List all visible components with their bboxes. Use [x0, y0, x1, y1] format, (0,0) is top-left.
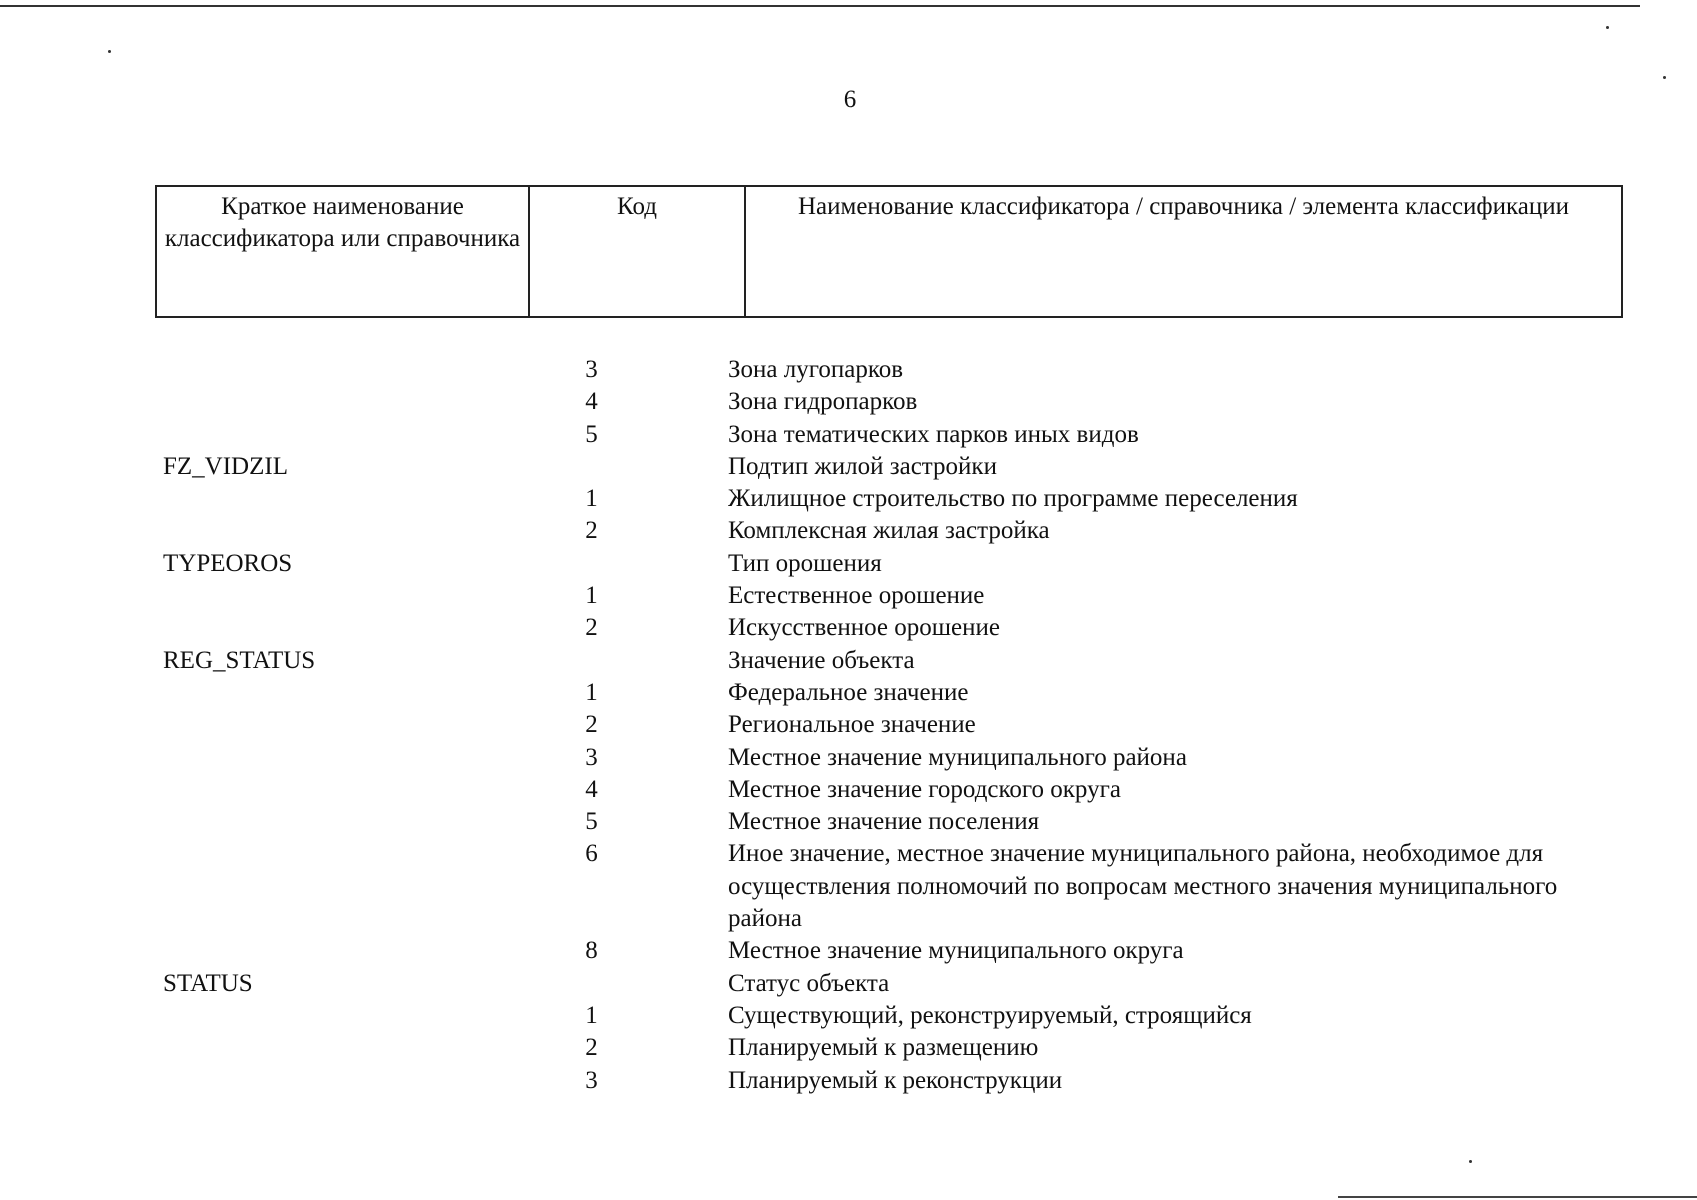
table-row [155, 709, 1623, 741]
element-code: 6 [585, 840, 598, 868]
element-code: 1 [585, 582, 598, 610]
classifier-short-name [155, 419, 455, 451]
table-row [155, 612, 1623, 644]
table-row [155, 774, 1623, 806]
element-name: Жилищное строительство по программе переселения [728, 485, 1298, 513]
classifier-short-name [155, 1065, 455, 1097]
element-name: Планируемый к размещению [728, 1034, 1039, 1062]
element-code: 3 [585, 1066, 598, 1094]
table-row [155, 1032, 1623, 1064]
table-row [155, 419, 1623, 451]
table-row [155, 386, 1623, 418]
scan-speck [1606, 26, 1609, 29]
scan-border-bottom [1338, 1196, 1697, 1198]
scan-speck [1663, 76, 1666, 79]
element-name: Региональное значение [728, 711, 976, 739]
element-name: Искусственное орошение [728, 614, 1000, 642]
classifier-short-name [155, 742, 455, 774]
element-code: 2 [585, 711, 598, 739]
classifier-short-name: FZ_VIDZIL [163, 452, 288, 480]
classifier-short-name [155, 483, 455, 515]
element-code: 3 [585, 743, 598, 771]
header-full-name: Наименование классификатора / справочника / элемента классификации [797, 193, 1569, 220]
element-name: Зона лугопарков [728, 356, 904, 383]
element-name: Комплексная жилая застройка [728, 517, 1050, 545]
classifier-short-name [155, 935, 455, 967]
element-code: 2 [585, 614, 598, 642]
element-name: Федеральное значение [728, 678, 969, 706]
classifier-short-name: TYPEOROS [163, 549, 293, 577]
element-name: Местное значение поселения [728, 808, 1040, 836]
classifier-short-name [155, 838, 455, 935]
element-name: Иное значение, местное значение муниципального района, необходимое для осуществления полномочий по вопросам местного значения муниципального района [728, 840, 1558, 933]
classifier-short-name [155, 612, 455, 644]
element-code [543, 968, 728, 1000]
table-row [155, 806, 1623, 838]
element-name: Зона тематических парков иных видов [728, 420, 1139, 448]
element-name: Местное значение муниципального района [728, 743, 1187, 771]
element-code: 5 [585, 420, 598, 448]
element-code: 4 [585, 775, 598, 803]
element-code: 8 [585, 937, 598, 965]
table-row [155, 580, 1623, 612]
scan-border-top [0, 5, 1640, 7]
element-name: Естественное орошение [728, 582, 985, 610]
element-code: 1 [585, 1001, 598, 1029]
element-name: Местное значение городского округа [728, 775, 1121, 803]
element-code: 2 [585, 517, 598, 545]
element-code: 4 [585, 388, 598, 416]
element-code: 2 [585, 1034, 598, 1062]
element-code: 1 [585, 678, 598, 706]
classifier-short-name: STATUS [163, 969, 253, 997]
element-code [543, 548, 728, 580]
table-header [155, 185, 1623, 318]
classifier-short-name [155, 1032, 455, 1064]
scan-speck [1469, 1160, 1472, 1163]
element-name: Планируемый к реконструкции [728, 1066, 1063, 1094]
element-name: Зона гидропарков [728, 388, 918, 416]
table-row [155, 968, 1623, 1000]
table-row [155, 1000, 1623, 1032]
table-row [155, 515, 1623, 547]
element-name: Местное значение муниципального округа [728, 937, 1184, 965]
classifier-short-name [155, 774, 455, 806]
classifier-short-name [155, 515, 455, 547]
element-name: Статус объекта [728, 969, 890, 997]
element-code: 5 [585, 808, 598, 836]
header-code: Код [530, 187, 746, 316]
table-row [155, 1065, 1623, 1097]
element-code [543, 451, 728, 483]
element-name: Тип орошения [728, 549, 882, 577]
classifier-short-name [155, 580, 455, 612]
table-row [155, 838, 1623, 935]
table-row [155, 677, 1623, 709]
element-code: 3 [585, 356, 598, 383]
table-row [155, 935, 1623, 967]
element-name: Существующий, реконструируемый, строящийся [728, 1001, 1252, 1029]
element-name: Значение объекта [728, 646, 915, 674]
classifier-short-name [155, 1000, 455, 1032]
scan-speck [108, 50, 111, 53]
classifier-short-name: REG_STATUS [163, 646, 316, 674]
element-code [543, 645, 728, 677]
header-short-name: Краткое наименование классификатора или справочника [157, 187, 530, 316]
table-row [155, 451, 1623, 483]
classifier-short-name [155, 386, 455, 418]
table-body [155, 354, 1623, 1097]
element-code: 1 [585, 485, 598, 513]
classifier-short-name [155, 806, 455, 838]
classifier-short-name [155, 677, 455, 709]
table-row [155, 354, 1623, 386]
page-number: 6 [843, 86, 857, 113]
table-row [155, 548, 1623, 580]
table-row [155, 742, 1623, 774]
table-row [155, 483, 1623, 515]
table-row [155, 645, 1623, 677]
element-name: Подтип жилой застройки [728, 452, 997, 480]
classifier-short-name [155, 709, 455, 741]
classifier-short-name [155, 354, 455, 386]
